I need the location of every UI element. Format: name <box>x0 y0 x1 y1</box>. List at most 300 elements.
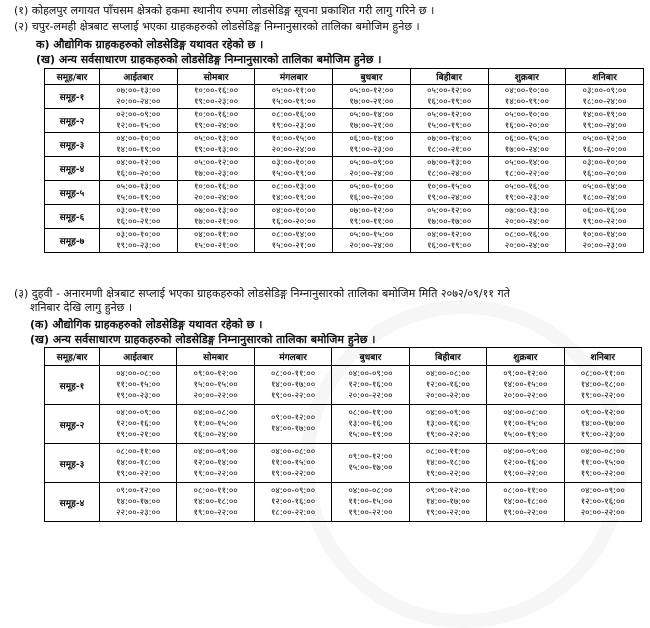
time-range: १४:००-१८:०० <box>193 496 238 507</box>
time-range: १८:००-२४:०० <box>427 168 472 179</box>
time-range: ०४:००-१२:०० <box>427 229 472 240</box>
time-range: ११:००-१५:०० <box>348 496 393 507</box>
time-range: १४:००-१९:०० <box>504 96 549 107</box>
time-range: ०५:००-१२:०० <box>427 85 472 96</box>
time-cell <box>100 229 178 253</box>
time-range: २०:००-२४:०० <box>193 192 239 203</box>
time-range: २०:००-२४:०० <box>504 216 549 227</box>
time-cell <box>333 181 411 205</box>
time-cell <box>255 109 333 133</box>
time-range: १६:००-२०:०० <box>116 168 161 179</box>
time-cell <box>564 405 641 444</box>
group-label: समूह-३ <box>45 133 100 157</box>
time-range: १७:००-२४:०० <box>504 144 549 155</box>
time-range: ०९:००-१२:०० <box>425 485 470 496</box>
time-cell <box>487 483 564 522</box>
time-range: ०५:००-११:०० <box>271 85 316 96</box>
time-cell <box>255 133 333 157</box>
time-cell <box>409 444 486 483</box>
table-header-row <box>45 69 644 85</box>
time-range: ०६:००-१५:०० <box>504 133 549 144</box>
time-cell <box>488 109 566 133</box>
time-range: १७:००-२३:०० <box>193 168 239 179</box>
time-cell <box>409 405 486 444</box>
time-cell <box>254 483 331 522</box>
time-range: ०४:००-०८:०० <box>270 446 316 457</box>
table-row <box>45 483 642 522</box>
time-cell <box>333 205 411 229</box>
time-cell <box>100 366 177 405</box>
time-range: १४:००-१७:०० <box>116 496 161 507</box>
time-cell <box>255 229 333 253</box>
time-range: ०३:००-११:०० <box>116 205 161 216</box>
time-range: १४:००-१९:०० <box>271 192 316 203</box>
time-range: २०:००-२२:०० <box>425 390 470 401</box>
time-cell <box>488 85 566 109</box>
group-label: समूह-४ <box>45 483 100 522</box>
time-range: १७:००-१७:०० <box>427 216 472 227</box>
time-cell <box>177 109 255 133</box>
time-cell <box>177 181 255 205</box>
time-cell <box>410 157 488 181</box>
time-range: १४:००-१९:०० <box>582 109 627 120</box>
time-range: १५:००-१९:०० <box>271 96 316 107</box>
table-row <box>45 405 642 444</box>
time-range: ०४:००-०९:०० <box>270 485 316 496</box>
time-cell <box>100 157 178 181</box>
time-range: ११:००-१५:०० <box>580 457 625 468</box>
time-range: २०:००-२४:०० <box>116 96 161 107</box>
time-range: ०९:००-१२:०० <box>348 452 393 462</box>
time-range: १९:००-११:०० <box>349 216 394 227</box>
table-row <box>45 85 644 109</box>
time-cell <box>566 205 644 229</box>
group-label: समूह-२ <box>45 109 100 133</box>
time-range: १०:००-१६:०० <box>193 109 239 120</box>
time-range: ११:००-१५:०० <box>270 457 316 468</box>
day-header: आईतबार <box>100 348 177 366</box>
time-range: १०:००-१५:०० <box>271 133 316 144</box>
time-range: १२:००-१६:०० <box>116 418 161 429</box>
time-range: २०:००-२४:०० <box>349 168 394 179</box>
time-range: ०५:००-१२:०० <box>427 109 472 120</box>
time-range: ०८:००-११:०० <box>270 368 316 379</box>
day-header: मंगलबार <box>254 348 331 366</box>
time-range: १६:००-२०:०० <box>349 192 394 203</box>
time-range: ०५:००-१६:०० <box>504 181 549 192</box>
time-range: ०९:००-१२:०० <box>193 368 238 379</box>
time-cell <box>488 229 566 253</box>
day-header: शुक्रबार <box>488 69 566 85</box>
time-cell <box>332 405 409 444</box>
time-cell <box>488 205 566 229</box>
group-label: समूह-७ <box>45 229 100 253</box>
time-range: २०:००-२२:०० <box>348 390 393 401</box>
time-range: १६:००-२०:०० <box>271 216 316 227</box>
time-cell <box>487 405 564 444</box>
time-range: ०७:००-१३:०० <box>116 85 161 96</box>
table-row <box>45 157 644 181</box>
table-row <box>45 366 642 405</box>
time-range: ०८:००-११:०० <box>503 485 548 496</box>
group-label: समूह-२ <box>45 405 100 444</box>
day-header: आईतबार <box>100 69 178 85</box>
schedule-table-1 <box>44 68 644 253</box>
time-range: ०५:००-१२:०० <box>427 205 472 216</box>
time-range: १४:००-१८:०० <box>116 457 161 468</box>
time-cell <box>177 85 255 109</box>
time-range: १५:००-२१:०० <box>193 240 239 251</box>
time-cell <box>177 405 254 444</box>
time-range: ११:००-१५:०० <box>503 418 548 429</box>
time-range: १८:००-२२:०० <box>270 507 316 518</box>
table-row <box>45 181 644 205</box>
time-range: १५:००-१९:०० <box>427 120 472 131</box>
time-range: २०:००-२२:०० <box>503 390 548 401</box>
time-range: १०:००-१६:०० <box>193 181 239 192</box>
time-range: १०:००-१६:०० <box>193 85 239 96</box>
group-label: समूह-१ <box>45 85 100 109</box>
time-range: ११:००-१५:०० <box>193 418 238 429</box>
time-range: ०३:००-१०:०० <box>116 229 161 240</box>
time-range: १६:००-२०:०० <box>582 168 627 179</box>
day-header: मंगलबार <box>255 69 333 85</box>
time-range: ११:००-१५:०० <box>116 379 161 390</box>
time-cell <box>332 366 409 405</box>
time-range: १९:००-२३:०० <box>271 120 316 131</box>
day-header: बिहीबार <box>409 348 486 366</box>
time-range: ०९:००-१२:०० <box>580 407 625 418</box>
time-range: २०:००-२२:०० <box>580 507 625 518</box>
time-range: १९:००-२२:०० <box>116 468 161 479</box>
table-row <box>45 133 644 157</box>
time-cell <box>488 133 566 157</box>
day-header: शनिबार <box>564 348 641 366</box>
time-range: १६:००-२०:०० <box>582 144 627 155</box>
time-range: १५:००-१९:०० <box>116 192 161 203</box>
time-range: ०४:००-०८:०० <box>580 446 625 457</box>
day-header: बुधबार <box>333 69 411 85</box>
time-range: १९:००-२४:०० <box>427 192 472 203</box>
time-range: ०४:००-१०:०० <box>271 205 316 216</box>
time-range: ०३:००-१०:०० <box>582 157 627 168</box>
time-cell <box>333 229 411 253</box>
time-cell <box>254 405 331 444</box>
time-range: ०४:००-०९:०० <box>193 446 238 457</box>
general-note: (ख) अन्य सर्वसाधारण ग्राहकहरुको लोडसेडिङ्ग निम्नानुसारको तालिका बमोजिम हुनेछ । <box>36 53 382 66</box>
time-range: १८:००-२४:०० <box>582 96 627 107</box>
time-range: १२:००-१६:०० <box>270 496 316 507</box>
time-cell <box>333 85 411 109</box>
time-range: ०९:००-१२:०० <box>270 413 316 423</box>
group-label: समूह-४ <box>45 157 100 181</box>
time-range: २०:००-२२:०० <box>193 390 238 401</box>
time-range: १८:००-२१:०० <box>427 144 472 155</box>
time-range: १५:००-१९:०० <box>503 429 548 440</box>
time-range: १५:००-१९:०० <box>348 429 393 440</box>
time-range: २०:००-२४:०० <box>349 240 394 251</box>
time-range: ०४:००-०९:०० <box>425 407 470 418</box>
time-range: १४:००-१९:०० <box>116 144 161 155</box>
time-range: ०७:००-१३:०० <box>504 205 549 216</box>
time-cell <box>254 366 331 405</box>
industrial-note-2: (क) औद्योगिक ग्राहकहरुको लोडसेडिङ्ग यथावत रहेको छ । <box>30 318 263 331</box>
section-3-line-2: शनिबार देखि लागु हुनेछ । <box>30 301 133 314</box>
time-range: १७:००-२१:०० <box>349 96 394 107</box>
time-range: १९:००-२१:०० <box>116 429 161 440</box>
group-label: समूह-१ <box>45 366 100 405</box>
time-range: १९:००-२२:०० <box>582 216 627 227</box>
time-range: ०९:००-१२:०० <box>503 368 548 379</box>
time-cell <box>177 229 255 253</box>
time-range: ०५:००-०९:०० <box>349 157 394 168</box>
time-range: ०५:००-१०:०० <box>504 109 549 120</box>
time-range: १९:००-२२:०० <box>270 390 316 401</box>
time-range: १९:००-२२:०० <box>193 468 238 479</box>
time-range: १९:००-२२:०० <box>580 468 625 479</box>
time-range: ०३:००-१०:०० <box>271 157 316 168</box>
intro-line-1: (१) कोहलपुर लगायत पाँचसम क्षेत्रको हकमा स्थानीय रुपमा लोडसेडिङ्ग सूचना प्रकाशित गरी लागु गरिने छ । <box>14 4 435 17</box>
time-cell <box>566 157 644 181</box>
day-header: बिहीबार <box>410 69 488 85</box>
time-range: ०८:००-१४:०० <box>271 229 316 240</box>
time-cell <box>100 109 178 133</box>
time-range: ०५:००-१२:०० <box>193 157 239 168</box>
time-range: ०५:००-१३:०० <box>116 181 161 192</box>
time-range: ०८:००-१३:०० <box>271 181 316 192</box>
time-range: १६:००-२४:०० <box>193 429 238 440</box>
time-range: १९:००-२२:०० <box>425 429 470 440</box>
group-day-header: समूह/बार <box>45 69 100 85</box>
time-range: ०२:००-०९:०० <box>116 109 161 120</box>
time-range: ०८:००-११:०० <box>193 485 238 496</box>
time-cell <box>177 444 254 483</box>
time-cell <box>255 205 333 229</box>
time-range: ०५:००-१२:०० <box>349 85 394 96</box>
time-range: १४:००-१५:०० <box>503 379 548 390</box>
time-range: ०४:००-०९:०० <box>348 368 393 379</box>
time-cell <box>332 444 409 483</box>
time-range: ०५:००-१४:०० <box>504 157 549 168</box>
time-range: १६:००-१९:०० <box>427 96 472 107</box>
time-range: १८:००-२२:०० <box>504 168 549 179</box>
time-range: १२:००-१६:०० <box>348 379 393 390</box>
time-cell <box>177 483 254 522</box>
time-range: १९:००-२२:०० <box>193 507 238 518</box>
time-range: ०५:००-१२:०० <box>582 133 627 144</box>
time-range: १४:००-१७:०० <box>580 418 625 429</box>
time-range: १९:००-१३:०० <box>193 144 239 155</box>
general-note-2: (ख) अन्य सर्वसाधारण ग्राहकहरुको लोडसेडिङ्ग निम्नानुसारको तालिका बमोजिम हुनेछ । <box>30 333 376 346</box>
time-cell <box>487 444 564 483</box>
time-range: १४:००-१७:०० <box>270 424 316 434</box>
time-range: ०४:००-०८:०० <box>425 368 470 379</box>
time-range: १८:००-२४:०० <box>582 192 627 203</box>
time-range: ०८:००-११:०० <box>425 446 470 457</box>
time-cell <box>100 483 177 522</box>
time-range: ०३:००-०९:०० <box>582 85 627 96</box>
time-range: १९:००-२३:०० <box>504 192 549 203</box>
day-header: शनिबार <box>566 69 644 85</box>
time-range: ०६:००-१४:०० <box>349 133 394 144</box>
time-range: १७:००-२१:०० <box>193 216 239 227</box>
time-range: १९:००-२३:०० <box>193 96 239 107</box>
time-cell <box>254 444 331 483</box>
time-cell <box>410 229 488 253</box>
time-range: ०४:००-१०:०० <box>504 85 549 96</box>
time-range: १२:००-१४:०० <box>193 457 238 468</box>
time-range: ०९:००-१२:०० <box>116 485 161 496</box>
time-range: १५:००-१७:०० <box>348 463 393 473</box>
time-range: १६:००-२१:०० <box>116 216 161 227</box>
time-range: १९:००-२३:०० <box>116 390 161 401</box>
time-range: १९:००-२४:०० <box>582 120 627 131</box>
time-range: १६:००-१९:०० <box>427 240 472 251</box>
table-header-row <box>45 348 642 366</box>
time-cell <box>100 405 177 444</box>
time-range: १९:००-२३:०० <box>349 144 394 155</box>
time-range: १९:००-२२:०० <box>425 468 470 479</box>
time-range: ०५:००-१०:०० <box>349 181 394 192</box>
table-row <box>45 229 644 253</box>
time-range: ०४:००-११:०० <box>193 229 239 240</box>
time-range: १९:००-२३:०० <box>580 429 625 440</box>
time-range: ०७:००-१४:०० <box>427 133 472 144</box>
time-range: ०८:००-११:०० <box>348 407 393 418</box>
time-range: ०८:००-१६:०० <box>504 229 549 240</box>
time-cell <box>255 85 333 109</box>
intro-line-2: (२) चपुर-लमही क्षेत्रबाट सप्लाई भएका ग्राहकहरुको लोडसेडिङ्ग निम्नानुसारको तालिका बमोजिम हुनेछ । <box>14 20 420 33</box>
time-range: १७:००-२१:०० <box>349 120 394 131</box>
time-range: १०:००-१४:०० <box>582 229 627 240</box>
time-range: १२:००-१६:०० <box>503 457 548 468</box>
time-range: १९:००-२२:०० <box>503 468 548 479</box>
time-range: १२:००-१६:०० <box>580 496 625 507</box>
day-header: सोमबार <box>177 69 255 85</box>
time-cell <box>566 133 644 157</box>
time-cell <box>488 157 566 181</box>
time-cell <box>566 181 644 205</box>
time-range: ०८:००-११:०० <box>116 446 161 457</box>
time-cell <box>255 157 333 181</box>
time-cell <box>177 157 255 181</box>
time-range: १२:००-१६:०० <box>425 379 470 390</box>
time-cell <box>410 109 488 133</box>
time-cell <box>100 133 178 157</box>
time-range: ०५:००-१३:०० <box>193 133 239 144</box>
group-label: समूह-६ <box>45 205 100 229</box>
time-range: १५:००-१५:०० <box>193 379 238 390</box>
time-range: १४:००-१७:०० <box>425 496 470 507</box>
table-row <box>45 109 644 133</box>
time-cell <box>410 85 488 109</box>
time-cell <box>410 181 488 205</box>
time-range: १४:००-१८:०० <box>580 379 625 390</box>
time-cell <box>566 229 644 253</box>
time-range: ०७:००-१३:०० <box>427 157 472 168</box>
time-cell <box>333 157 411 181</box>
time-range: ०७:००-१३:०० <box>193 205 239 216</box>
table-row <box>45 205 644 229</box>
time-range: ०४:००-०८:०० <box>348 485 393 496</box>
time-range: ०४:००-१२:०० <box>116 157 161 168</box>
time-range: १३:००-१६:०० <box>348 418 393 429</box>
time-range: ०४:००-०९:०० <box>116 407 161 418</box>
time-cell <box>333 133 411 157</box>
time-cell <box>100 444 177 483</box>
group-day-header: समूह/बार <box>45 348 100 366</box>
table-row <box>45 444 642 483</box>
day-header: शुक्रबार <box>487 348 564 366</box>
time-cell <box>333 109 411 133</box>
time-range: १४:००-१८:०० <box>503 496 548 507</box>
time-range: १४:००-१८:०० <box>425 457 470 468</box>
time-range: १४:००-१७:०० <box>270 379 316 390</box>
time-range: २०:००-२३:०० <box>582 240 627 251</box>
time-cell <box>100 205 178 229</box>
time-range: १९:००-२४:०० <box>193 120 239 131</box>
time-cell <box>488 181 566 205</box>
day-header: बुधबार <box>332 348 409 366</box>
time-cell <box>564 366 641 405</box>
time-range: ०६:००-१६:०० <box>582 205 627 216</box>
time-range: ०४:००-०९:०० <box>580 485 625 496</box>
time-cell <box>255 181 333 205</box>
time-cell <box>177 205 255 229</box>
time-cell <box>410 133 488 157</box>
time-range: ०५:००-१५:०० <box>349 229 394 240</box>
time-cell <box>177 366 254 405</box>
time-range: ०४:००-०८:०० <box>503 407 548 418</box>
time-cell <box>332 483 409 522</box>
time-range: १५:००-२१:०० <box>271 240 316 251</box>
time-range: ०५:००-१४:०० <box>349 109 394 120</box>
schedule-table-2 <box>44 347 642 522</box>
time-range: १९:००-२२:०० <box>425 507 470 518</box>
time-range: २०:००-२४:०० <box>504 240 549 251</box>
day-header: सोमबार <box>177 348 254 366</box>
time-range: १२:००-१५:०० <box>116 120 161 131</box>
time-cell <box>564 483 641 522</box>
time-cell <box>564 444 641 483</box>
industrial-note: क) औद्योगिक ग्राहकहरुको लोडसेडिङ्ग यथावत रहेको छ । <box>36 38 264 51</box>
time-range: ०८:००-१६:०० <box>271 109 316 120</box>
time-range: १९:००-२२:०० <box>503 507 548 518</box>
time-range: १५:००-१९:०० <box>271 168 316 179</box>
section-3-line-1: (३) दुहवी - अनारमणी क्षेत्रबाट सप्लाई भएका ग्राहकहरुको लोडसेडिङ्ग निम्नानुसारको तालिका बमोजिम मिति २०७२/०९/११ गते <box>14 287 510 300</box>
time-range: २०:००-२४:०० <box>271 144 316 155</box>
time-range: ०४:००-०८:०० <box>116 368 161 379</box>
time-range: ०४:००-०९:०० <box>503 446 548 457</box>
time-cell <box>100 85 178 109</box>
time-range: १६:००-२०:०० <box>504 120 549 131</box>
time-cell <box>566 85 644 109</box>
time-range: १९:००-२२:०० <box>270 468 316 479</box>
time-cell <box>409 366 486 405</box>
time-range: ०४:००-१०:०० <box>116 133 161 144</box>
group-label: समूह-५ <box>45 181 100 205</box>
time-range: १०:००-१५:०० <box>427 181 472 192</box>
time-cell <box>409 483 486 522</box>
time-cell <box>487 366 564 405</box>
time-range: ०७:००-१२:०० <box>349 205 394 216</box>
time-cell <box>410 205 488 229</box>
time-range: १९:००-२२:०० <box>580 390 625 401</box>
time-cell <box>566 109 644 133</box>
time-range: ०८:००-११:०० <box>580 368 625 379</box>
time-range: ०४:००-०८:०० <box>193 407 238 418</box>
group-label: समूह-३ <box>45 444 100 483</box>
